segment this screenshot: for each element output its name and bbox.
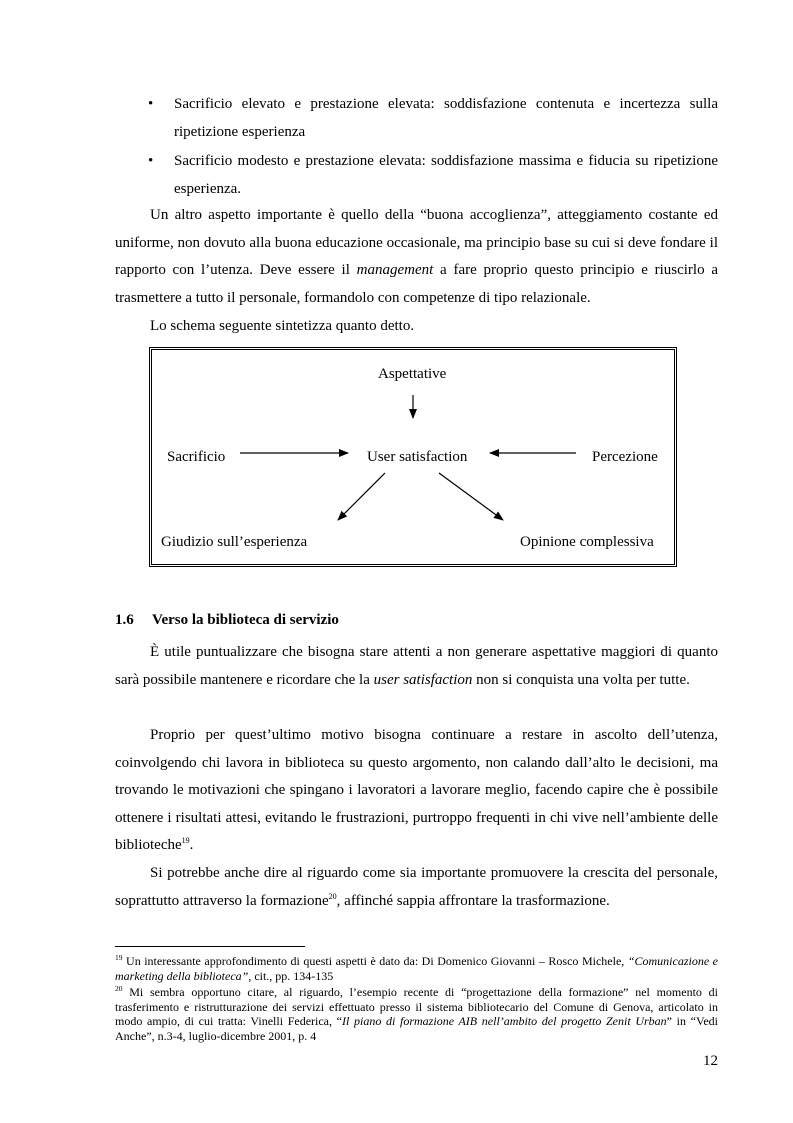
footnote-19 xyxy=(115,954,718,983)
paragraph-text: Un altro aspetto importante è quello della “buona accoglienza”, atteggiamento costante ed uniforme, non dovuto alla buona educazione occasionale, ma principio base su cui si deve fondare il rapporto con l’utenza. Deve essere il xyxy=(115,207,718,278)
diagram-label-percezione: Percezione xyxy=(592,449,658,465)
paragraph-text: . xyxy=(189,837,194,853)
paragraph-text: Proprio per quest’ultimo motivo bisogna continuare a restare in ascolto dell’utenza, coinvolgendo chi lavora in biblioteca su questo argomento, non calando dall’alto le decisioni, ma trovando le motivazioni che spingano i lavoratori a lavorare meglio, facendo capire che è possibile ottenere i risultati attesi, evitando le frustrazioni, purtroppo frequenti in chi vive nell’ambiente delle biblioteche xyxy=(115,727,718,853)
paragraph-schema-intro: Lo schema seguente sintetizza quanto detto. xyxy=(150,318,415,334)
paragraph-crescita-personale xyxy=(115,860,718,915)
footnote-italic: “Comunicazione e marketing della biblioteca”, xyxy=(115,954,718,983)
bullet-item-2 xyxy=(148,148,718,203)
page-number: 12 xyxy=(703,1053,718,1069)
bullet-icon: • xyxy=(148,96,154,112)
footnote-number: 20 xyxy=(115,984,123,993)
paragraph-text: a fare proprio questo principio e riuscirlo a trasmettere a tutto il personale, formandolo con competenze di tipo relazionale. xyxy=(115,262,719,306)
bullet-text: Sacrificio modesto e prestazione elevata: soddisfazione massima e fiducia su ripetizione esperienza. xyxy=(174,153,718,197)
footnote-text: Un interessante approfondimento di questi aspetti è dato da: Di Domenico Giovanni – Rosco Michele, xyxy=(122,954,628,968)
footnote-text: cit., pp. 134-135 xyxy=(251,968,334,983)
diagram-label-opinione: Opinione complessiva xyxy=(520,534,654,550)
paragraph-ascolto-utenza xyxy=(115,722,718,860)
section-heading xyxy=(115,612,339,629)
arrow-to-giudizio xyxy=(338,473,385,520)
arrow-to-opinione xyxy=(439,473,503,520)
footnote-text: Mi sembra opportuno citare, al riguardo, l’esempio recente di “progettazione della formazione” nel momento di trasferimento e ristrutturazione dei servizi effettuato presso il sistema bibliotecario del Comune di Genova, articolato in modo ampio, di cui tratta: Vinelli Federica, “ xyxy=(115,985,718,1028)
bullet-text: Sacrificio elevato e prestazione elevata: soddisfazione contenuta e incertezza sulla ripetizione esperienza xyxy=(174,96,718,140)
paragraph-text: , affinché sappia affrontare la trasformazione. xyxy=(336,892,610,909)
diagram-label-sacrificio: Sacrificio xyxy=(167,449,226,465)
footnote-ref-19[interactable]: 19 xyxy=(181,836,190,845)
paragraph-text: non si conquista una volta per tutte. xyxy=(472,671,690,688)
paragraph-italic: management xyxy=(356,262,434,278)
footnote-number: 19 xyxy=(115,953,123,962)
paragraph-text: Si potrebbe anche dire al riguardo come sia importante promuovere la crescita del personale, soprattutto attraverso la formazione xyxy=(115,865,718,909)
paragraph-accoglienza xyxy=(115,202,718,312)
diagram-label-user-satisfaction: User satisfaction xyxy=(367,449,468,465)
paragraph-italic: user satisfaction xyxy=(373,671,473,688)
bullet-icon: • xyxy=(148,153,154,169)
user-satisfaction-diagram xyxy=(149,347,677,567)
footnote-text: ” in “Vedi Anche”, n.3-4, luglio-dicembre 2001, p. 4 xyxy=(115,1014,718,1043)
diagram-label-giudizio: Giudizio sull’esperienza xyxy=(161,534,308,550)
footnote-20 xyxy=(115,985,718,1043)
paragraph-text: È utile puntualizzare che bisogna stare attenti a non generare aspettative maggiori di quanto sarà possibile mantenere e ricordare che la xyxy=(115,644,718,688)
section-number: 1.6 xyxy=(115,612,134,628)
footnote-ref-20[interactable]: 20 xyxy=(328,891,337,901)
diagram-label-aspettative: Aspettative xyxy=(378,366,447,382)
bullet-item-1 xyxy=(148,91,718,146)
footnote-italic: Il piano di formazione AIB nell’ambito del progetto Zenit Urban xyxy=(342,1014,667,1028)
paragraph-user-satisfaction xyxy=(115,639,718,694)
section-title: Verso la biblioteca di servizio xyxy=(152,612,339,628)
footnote-divider xyxy=(115,946,305,947)
